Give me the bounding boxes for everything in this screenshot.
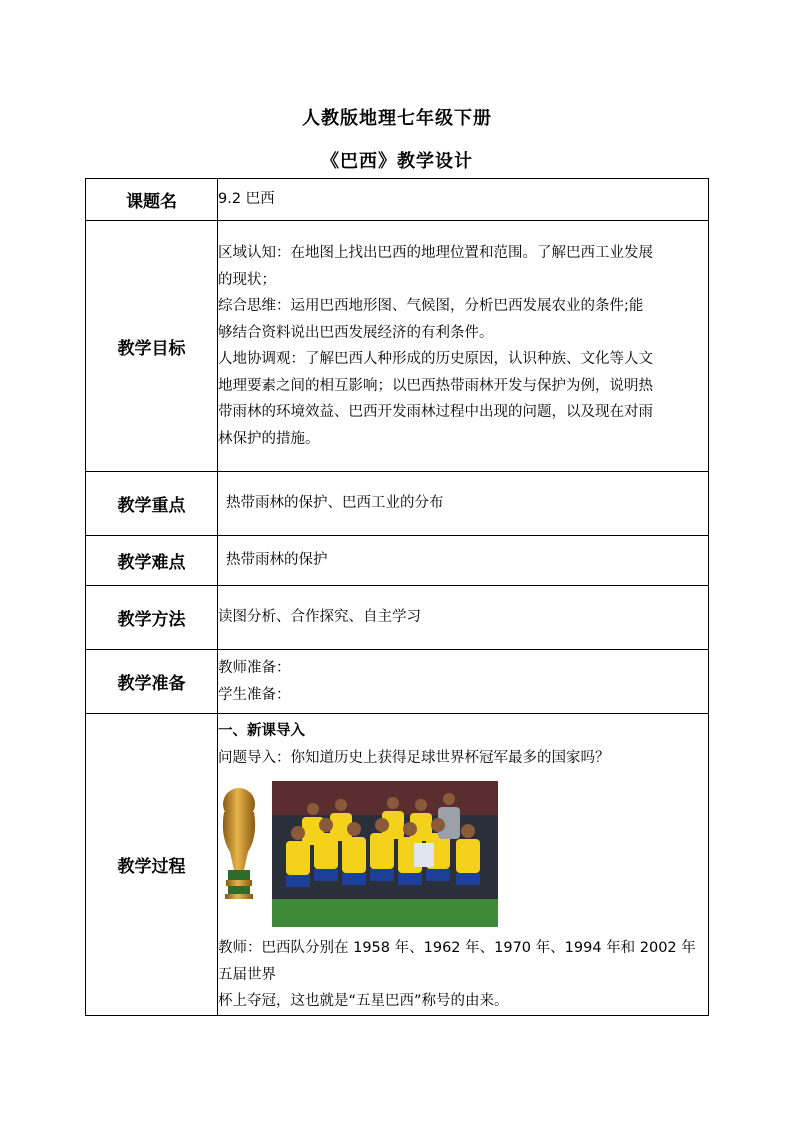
value-method: 读图分析、合作探究、自主学习 xyxy=(218,586,709,650)
brazil-team-photo xyxy=(272,781,498,927)
teacher-note-line: 杯上夺冠，这也就是“五星巴西”称号的由来。 xyxy=(218,993,509,1009)
value-difficulty: 热带雨林的保护 xyxy=(226,552,328,569)
question-text: 问题导入：你知道历史上获得足球世界杯冠军最多的国家吗？ xyxy=(218,749,610,766)
world-cup-trophy-icon xyxy=(216,786,262,900)
student-prep: 学生准备： xyxy=(218,686,291,703)
goal-line: 人地协调观：了解巴西人种形成的历史原因，认识种族、文化等人文 xyxy=(218,351,653,367)
label-method: 教学方法 xyxy=(86,586,218,650)
teacher-note-line: 教师：巴西队分别在 1958 年、1962 年、1970 年、1994 年和 2002 年五届世界 xyxy=(218,940,696,983)
goal-line: 的现状； xyxy=(218,271,276,288)
image-row xyxy=(216,781,708,927)
row-topic xyxy=(86,179,709,221)
label-topic: 课题名 xyxy=(86,179,218,221)
label-key-points: 教学重点 xyxy=(86,472,218,536)
section-heading: 一、新课导入 xyxy=(218,723,305,739)
label-process: 教学过程 xyxy=(86,714,218,1016)
goal-line: 林保护的措施。 xyxy=(218,430,320,447)
document-title: 人教版地理七年级下册 xyxy=(302,108,492,129)
goal-line: 地理要素之间的相互影响；以巴西热带雨林开发与保护为例，说明热 xyxy=(218,377,653,394)
row-goals xyxy=(86,221,709,472)
row-preparation xyxy=(86,650,709,714)
value-topic: 9.2 巴西 xyxy=(218,179,709,221)
goal-line: 区域认知：在地图上找出巴西的地理位置和范围。了解巴西工业发展 xyxy=(218,245,653,261)
label-goals: 教学目标 xyxy=(86,221,218,472)
lesson-plan-table xyxy=(85,178,709,1016)
goal-line: 带雨林的环境效益、巴西开发雨林过程中出现的问题，以及现在对雨 xyxy=(218,404,653,420)
row-difficulty xyxy=(86,536,709,586)
label-difficulty: 教学难点 xyxy=(86,536,218,586)
document-subtitle: 《巴西》教学设计 xyxy=(321,151,473,172)
value-goals xyxy=(218,221,709,472)
label-preparation: 教学准备 xyxy=(86,650,218,714)
teacher-prep: 教师准备： xyxy=(218,660,291,676)
value-key-points: 热带雨林的保护、巴西工业的分布 xyxy=(226,495,444,512)
goal-line: 够结合资料说出巴西发展经济的有利条件。 xyxy=(218,324,494,341)
goal-line: 综合思维：运用巴西地形图、气候图，分析巴西发展农业的条件;能 xyxy=(218,298,644,314)
row-key-points xyxy=(86,472,709,536)
row-process xyxy=(86,714,709,1016)
row-method xyxy=(86,586,709,650)
